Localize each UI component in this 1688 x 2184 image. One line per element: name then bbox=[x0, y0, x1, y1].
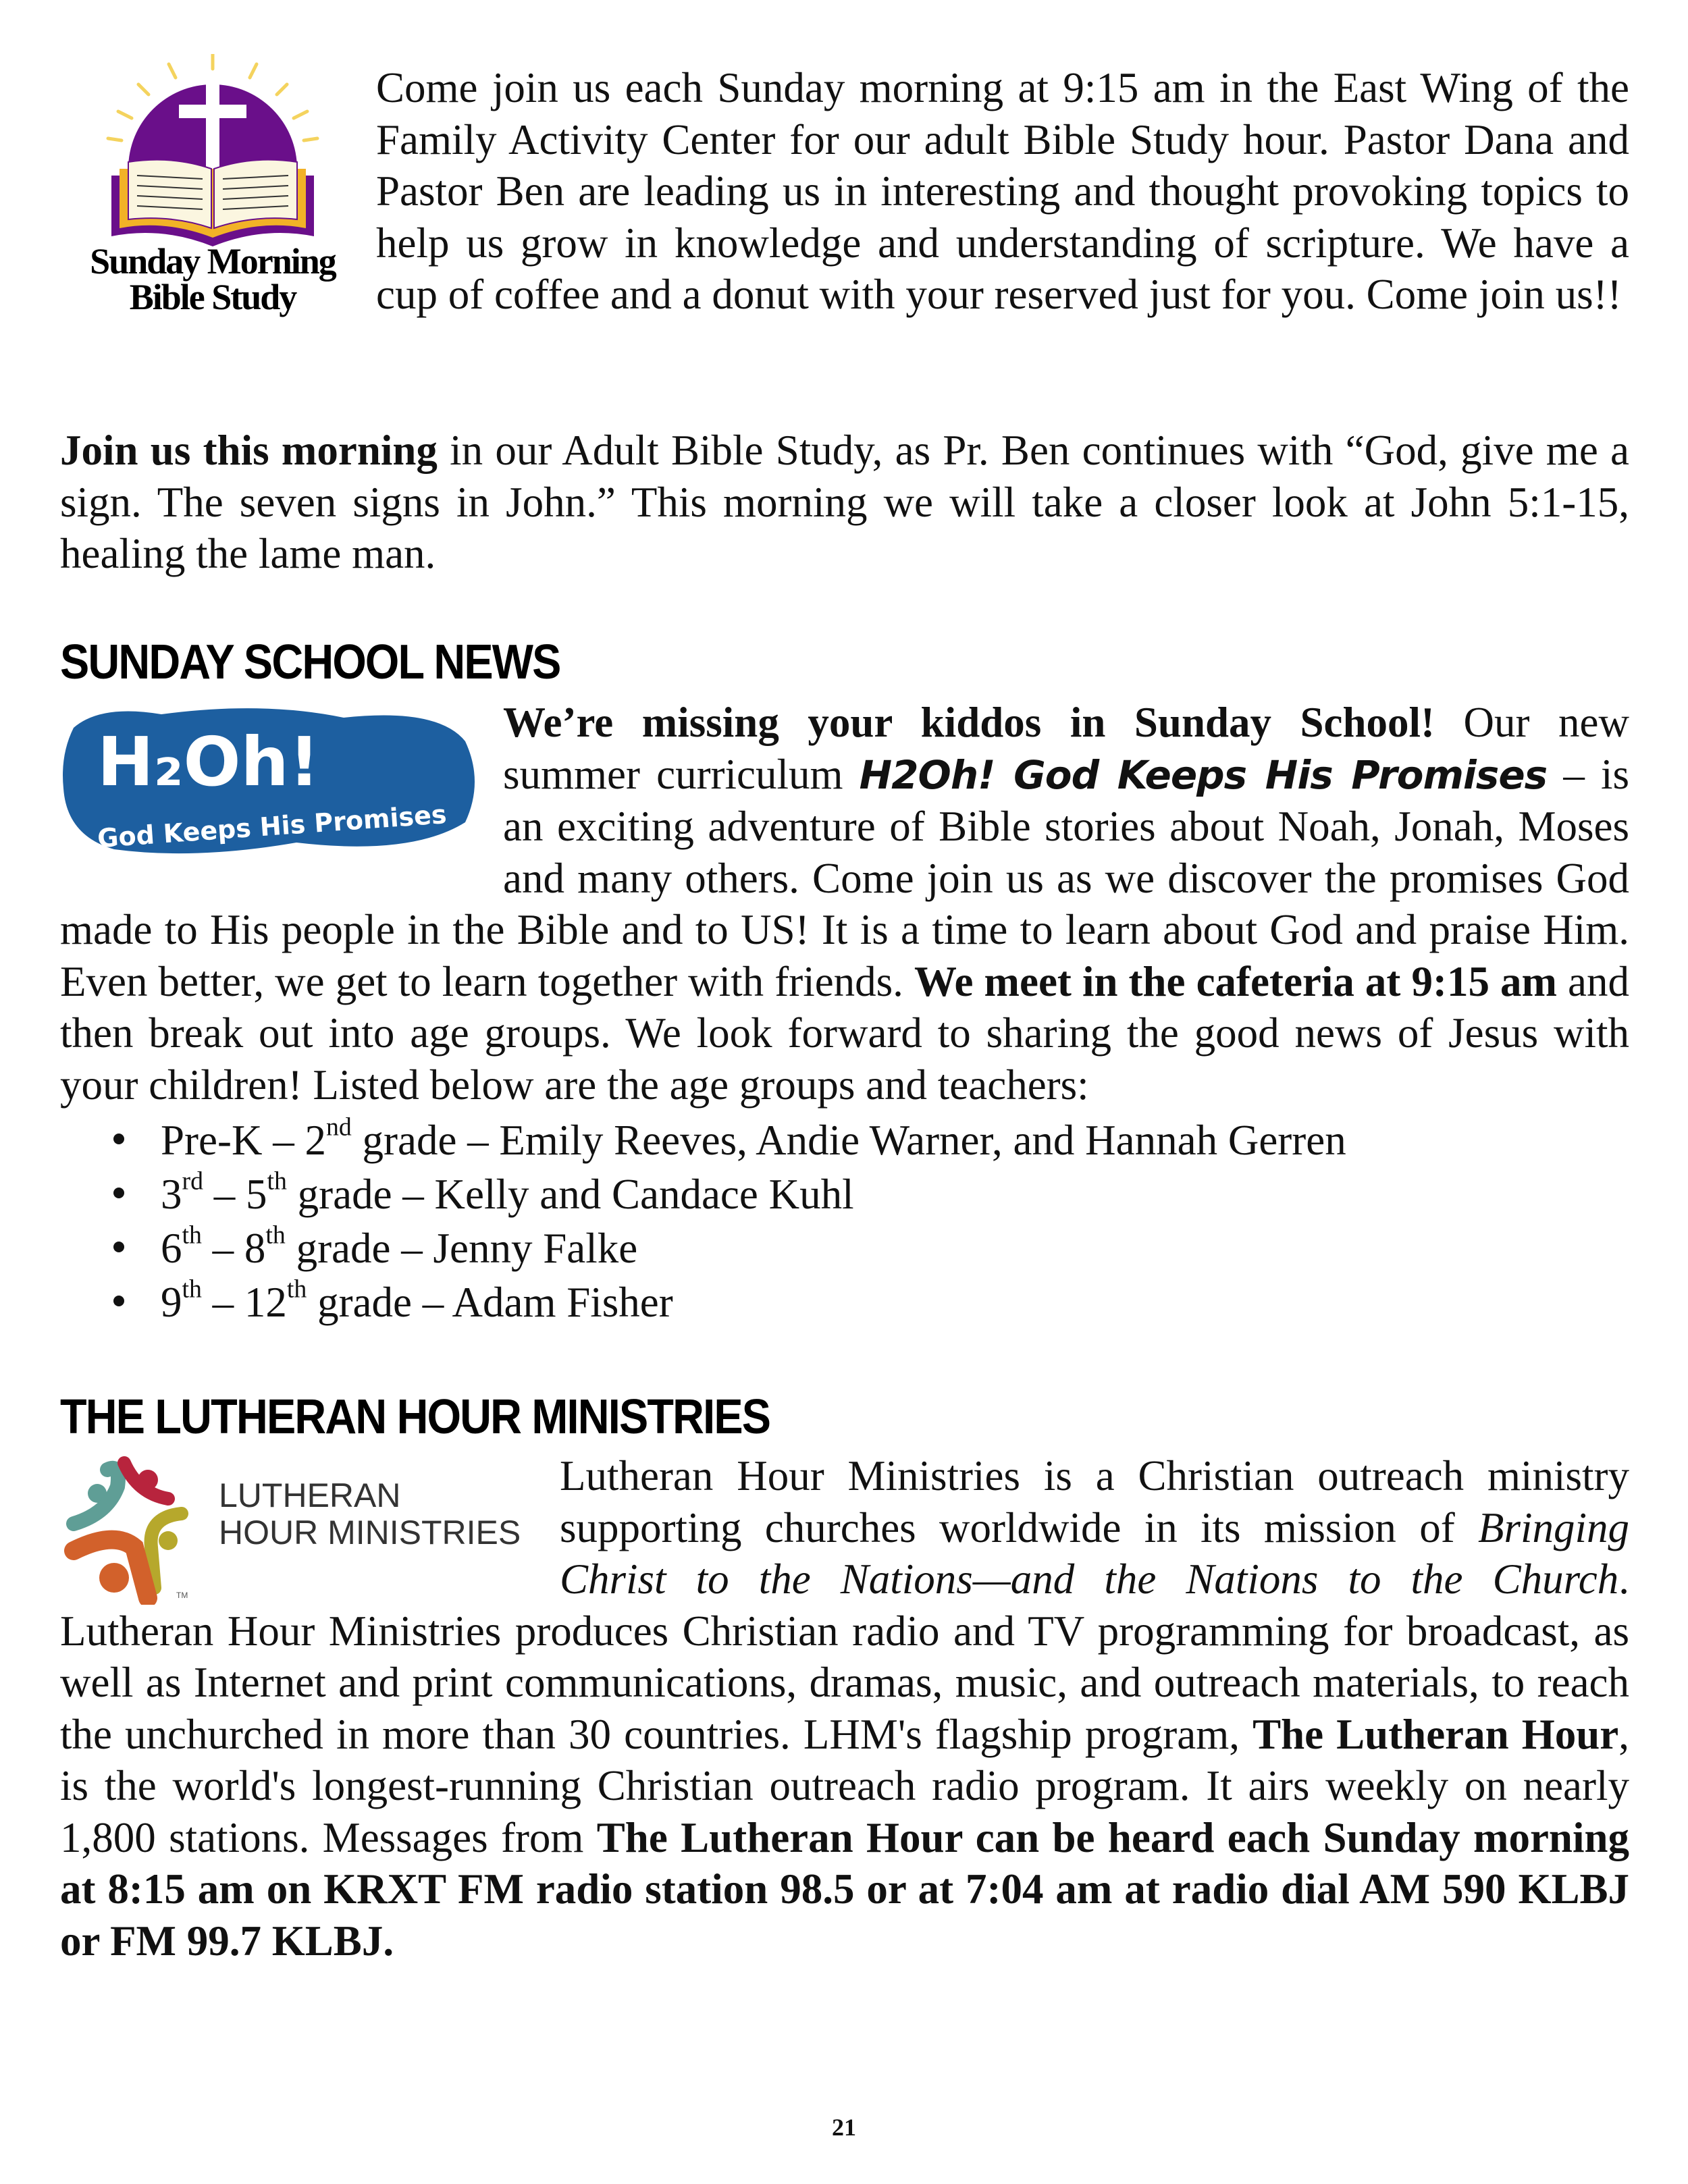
page-number: 21 bbox=[832, 2114, 856, 2141]
missing-kiddos: We’re missing your kiddos in Sunday School! bbox=[503, 699, 1435, 746]
age-group-list bbox=[60, 1113, 1629, 1329]
sunday-morning-bible-study-logo bbox=[57, 54, 368, 324]
h2oh-logo bbox=[60, 701, 484, 860]
join-us-text: in our Adult Bible Study, as Pr. Ben continues with “God, give me a sign. The seven signs in John.” This morning we will take a closer look at John 5:1-15, healing the lame man. bbox=[60, 427, 1629, 577]
ss-text-3: and then break out into age groups. We look forward to sharing the good news of Jesus with your children! Listed below are the age groups and teachers: bbox=[60, 957, 1629, 1109]
sunday-school-section bbox=[60, 697, 1629, 1329]
lhm-logo-line1: LUTHERAN bbox=[219, 1476, 401, 1514]
ss-text-2: – is an exciting adventure of Bible stories about Noah, Jonah, Moses and many others. Come join us as we discover the promises God made to His people in the Bible and to US! It is a time to learn about God and praise Him. Even better, we get to learn together with friends. bbox=[60, 750, 1629, 1005]
tm-mark: TM bbox=[176, 1591, 188, 1600]
bible-study-section bbox=[60, 62, 1629, 324]
age-group-item: 6th – 8th grade – Jenny Falke bbox=[60, 1221, 1629, 1275]
logo-line2: Bible Study bbox=[129, 277, 296, 317]
broadcast-info: The Lutheran Hour can be heard each Sunday morning at 8:15 am on KRXT FM radio station 98.5 or at 7:04 am at radio dial AM 590 KLBJ or FM 99.7 KLBJ. bbox=[60, 1813, 1629, 1965]
meeting-info: We meet in the cafeteria at 9:15 am bbox=[914, 957, 1557, 1005]
h2oh-title: H₂Oh! bbox=[97, 722, 320, 801]
lhm-text-2: . Lutheran Hour Ministries produces Christian radio and TV programming for broadcast, as well as Internet and print communications, dramas, music, and outreach materials, to reach the unchurched in more than 30 countries. LHM's flagship program, bbox=[60, 1555, 1629, 1758]
join-us-paragraph bbox=[60, 425, 1629, 580]
lhm-logo-line2: HOUR MINISTRIES bbox=[219, 1514, 521, 1551]
lhm-section bbox=[60, 1450, 1629, 1967]
lutheran-hour-ministries-logo bbox=[60, 1453, 539, 1605]
bible-study-intro: Come join us each Sunday morning at 9:15 am in the East Wing of the Family Activity Center for our adult Bible Study hour. Pastor Dana and Pastor Ben are leading us in interesting and thought provoking topics to help us grow in knowledge and understanding of scripture. We have a cup of coffee and a donut with your reserved just for you. Come join us!! bbox=[376, 64, 1629, 318]
logo-line1: Sunday Morning bbox=[90, 241, 336, 282]
curriculum-title: H2Oh! God Keeps His Promises bbox=[859, 751, 1548, 798]
sunday-school-heading: SUNDAY SCHOOL NEWS bbox=[60, 635, 560, 689]
lhm-mission: Bringing Christ to the Nations—and the Nations to the Church bbox=[560, 1503, 1629, 1603]
ss-text-1: Our new summer curriculum bbox=[503, 699, 1629, 798]
lhm-text-1: Lutheran Hour Ministries is a Christian outreach ministry supporting churches worldwide in its mission of bbox=[560, 1452, 1629, 1551]
age-group-item: Pre-K – 2nd grade – Emily Reeves, Andie Warner, and Hannah Gerren bbox=[60, 1113, 1629, 1167]
age-group-item: 3rd – 5th grade – Kelly and Candace Kuhl bbox=[60, 1167, 1629, 1221]
join-us-bold: Join us this morning bbox=[60, 427, 438, 474]
h2oh-tagline: God Keeps His Promises bbox=[96, 799, 448, 854]
age-group-item: 9th – 12th grade – Adam Fisher bbox=[60, 1275, 1629, 1329]
lhm-heading: THE LUTHERAN HOUR MINISTRIES bbox=[60, 1390, 770, 1444]
lhm-text-3: , is the world's longest-running Christian outreach radio program. It airs weekly on nearly 1,800 stations. Messages from bbox=[60, 1710, 1629, 1861]
lutheran-hour-name: The Lutheran Hour bbox=[1252, 1710, 1619, 1758]
